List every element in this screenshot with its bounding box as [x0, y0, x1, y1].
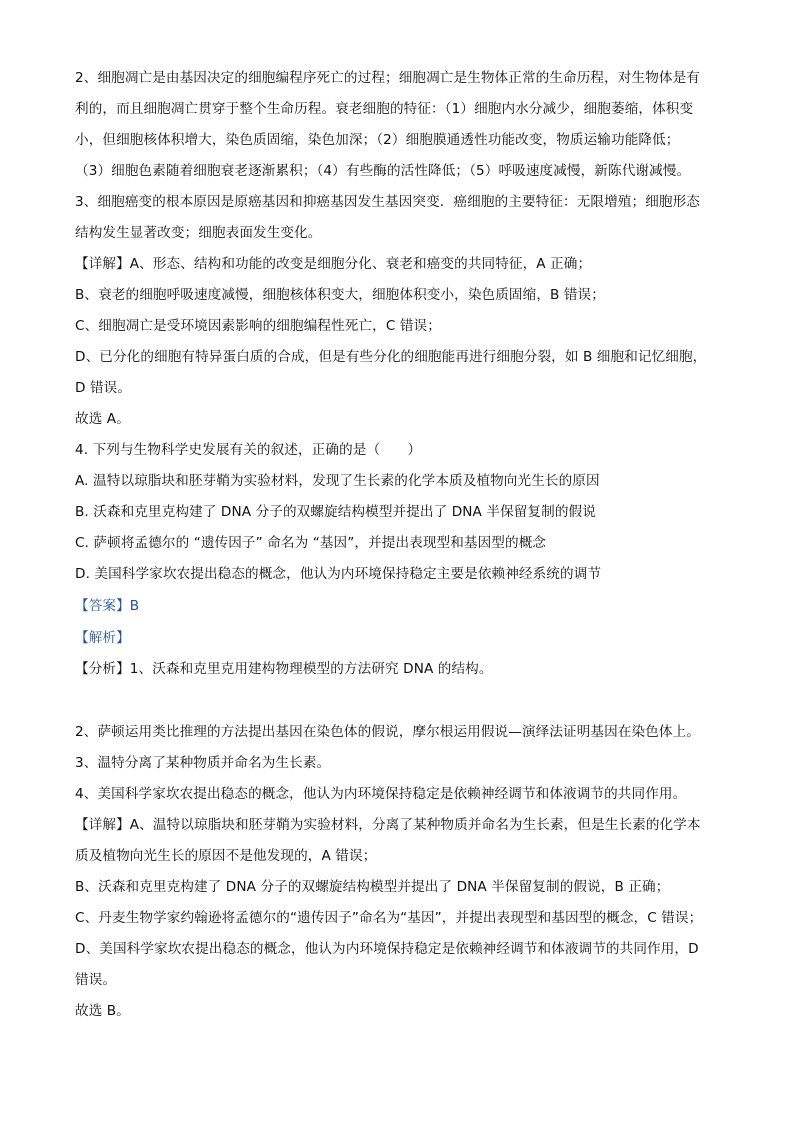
- option-b: B. 沃森和克里克构建了 DNA 分子的双螺旋结构模型并提出了 DNA 半保留复制的假说: [75, 504, 596, 520]
- option-a: A. 温特以琼脂块和胚芽鞘为实验材料，发现了生长素的化学本质及植物向光生长的原因: [75, 473, 600, 489]
- detail-line-3: C、细胞凋亡是受环境因素影响的细胞编程性死亡，C 错误；: [75, 318, 441, 334]
- analysis-line-1: 【分析】1、沃森和克里克用建构物理模型的方法研究 DNA 的结构。: [75, 661, 493, 677]
- answer-line-1: 故选 A。: [75, 411, 130, 427]
- text-line-2: 利的，而且细胞凋亡贯穿于整个生命历程。衰老细胞的特征：（1）细胞内水分减少，细胞萎缩，体积变: [75, 101, 694, 117]
- explanation-line-2: 质及植物向光生长的原因不是他发现的，A 错误；: [75, 848, 377, 864]
- explanation-line-5: D、美国科学家坎农提出稳态的概念，他认为内环境保持稳定是依赖神经调节和体液调节的共同作用，D: [75, 941, 699, 957]
- detail-line-1: 【详解】A、形态、结构和功能的改变是细胞分化、衰老和癌变的共同特征，A 正确；: [75, 256, 592, 272]
- detail-line-2: B、衰老的细胞呼吸速度减慢，细胞核体积变大，细胞体积变小，染色质固缩，B 错误；: [75, 287, 605, 303]
- option-c: C. 萨顿将孟德尔的 “遗传因子” 命名为 “基因”，并提出表现型和基因型的概念: [75, 535, 547, 551]
- explanation-line-3: B、沃森和克里克构建了 DNA 分子的双螺旋结构模型并提出了 DNA 半保留复制的假说，B 正确；: [75, 879, 670, 895]
- text-line-5: 3、细胞癌变的根本原因是原癌基因和抑癌基因发生基因突变．癌细胞的主要特征：无限增殖；细胞形态: [75, 194, 700, 210]
- option-d: D. 美国科学家坎农提出稳态的概念，他认为内环境保持稳定主要是依赖神经系统的调节: [75, 566, 602, 582]
- text-line-3: 小，但细胞核体积增大，染色质固缩，染色加深；（2）细胞膜通透性功能改变，物质运输功能降低；: [75, 132, 680, 148]
- text-line-6: 结构发生显著改变；细胞表面发生变化。: [75, 225, 322, 241]
- text-line-1: 2、细胞凋亡是由基因决定的细胞编程序死亡的过程；细胞凋亡是生物体正常的生命历程，对生物体是有: [75, 70, 700, 86]
- final-answer-line: 故选 B。: [75, 1003, 130, 1019]
- analysis-line-3: 3、温特分离了某种物质并命名为生长素。: [75, 755, 331, 771]
- analysis-label: 【解析】: [75, 630, 130, 646]
- question-title: 4. 下列与生物科学史发展有关的叙述，正确的是（ ）: [75, 442, 422, 458]
- explanation-line-1: 【详解】A、温特以琼脂块和胚芽鞘为实验材料，分离了某种物质并命名为生长素，但是生长素的化学本: [75, 817, 701, 833]
- explanation-line-4: C、丹麦生物学家约翰逊将孟德尔的“遗传因子”命名为“基因”，并提出表现型和基因型的概念，C 错误；: [75, 910, 703, 926]
- answer-label: 【答案】B: [75, 598, 140, 614]
- text-line-4: （3）细胞色素随着细胞衰老逐渐累积；（4）有些酶的活性降低；（5）呼吸速度减慢，新陈代谢减慢。: [75, 163, 691, 179]
- analysis-line-4: 4、美国科学家坎农提出稳态的概念，他认为内环境保持稳定是依赖神经调节和体液调节的共同作用。: [75, 786, 687, 802]
- analysis-line-2: 2、萨顿运用类比推理的方法提出基因在染色体的假说，摩尔根运用假说—演绎法证明基因在染色体上。: [75, 724, 700, 740]
- detail-line-4: D、已分化的细胞有特异蛋白质的合成，但是有些分化的细胞能再进行细胞分裂，如 B 细胞和记忆细胞，: [75, 349, 707, 365]
- detail-line-5: D 错误。: [75, 380, 132, 396]
- explanation-line-6: 错误。: [75, 972, 117, 988]
